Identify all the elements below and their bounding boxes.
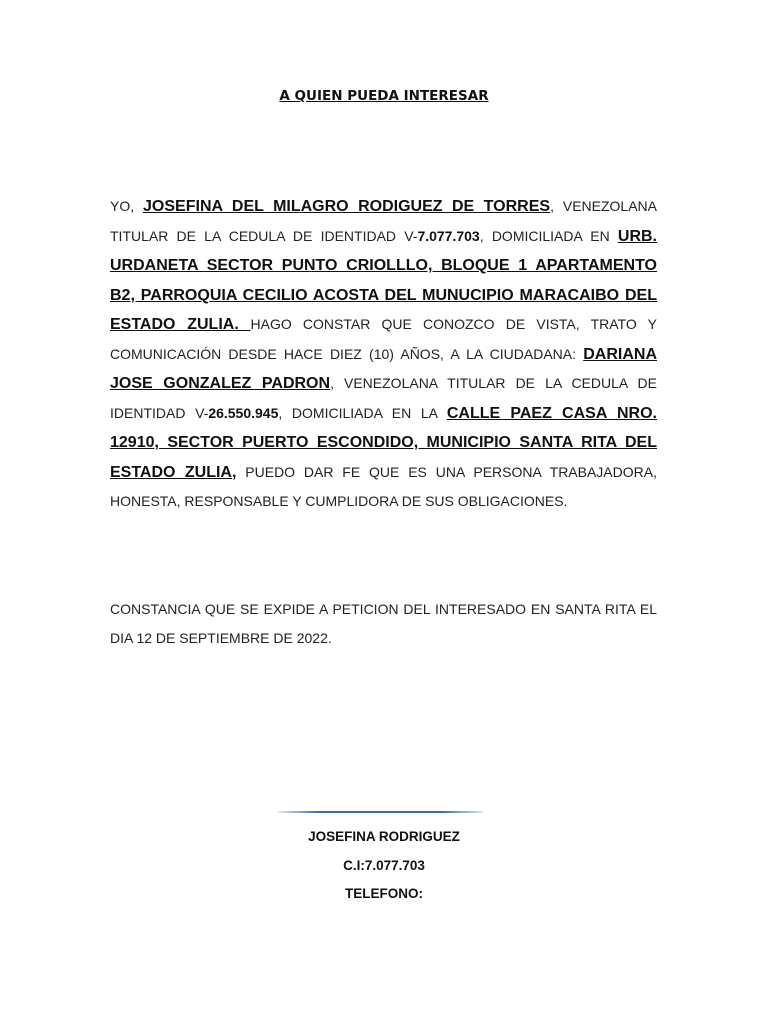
closing-paragraph: CONSTANCIA QUE SE EXPIDE A PETICION DEL INTERESADO EN SANTA RITA EL DIA 12 DE SEPTIEMBRE DE 2022.: [110, 601, 657, 646]
declarant-address: URB. URDANETA SECTOR PUNTO CRIOLLLO, BLOQUE 1 APARTAMENTO B2, PARROQUIA CECILIO ACOSTA DEL MUNUCIPIO MARACAIBO DEL ESTADO ZULIA.: [110, 227, 657, 333]
body-paragraph: [110, 192, 657, 517]
signature-block: [0, 823, 768, 909]
signer-phone: TELEFONO:: [345, 886, 423, 901]
signature-line: [278, 811, 483, 813]
signer-name: JOSEFINA RODRIGUEZ: [308, 829, 460, 844]
body-text-segment: HAGO CONSTAR QUE CONOZCO DE VISTA, TRATO Y COMUNICACIÓN DESDE HACE DIEZ (10) AÑOS, A LA CIUDADANA:: [110, 316, 657, 362]
document-title: A QUIEN PUEDA INTERESAR: [279, 88, 489, 104]
declarant-name: JOSEFINA DEL MILAGRO RODIGUEZ DE TORRES: [143, 198, 551, 215]
declarant-id-number: 7.077.703: [417, 227, 480, 244]
body-text-segment: YO,: [110, 198, 144, 214]
subject-name: DARIANA JOSE GONZALEZ PADRON: [110, 345, 657, 392]
body-text-segment: , VENEZOLANA TITULAR DE LA CEDULA DE IDENTIDAD V-: [110, 198, 657, 244]
body-text-segment: , VENEZOLANA TITULAR DE LA CEDULA DE IDENTIDAD V-: [110, 375, 658, 421]
body-text-segment: , DOMICILIADA EN LA: [278, 404, 447, 421]
subject-id-number: 26.550.945: [208, 404, 279, 421]
body-text-segment: PUEDO DAR FE QUE ES UNA PERSONA TRABAJADORA, HONESTA, RESPONSABLE Y CUMPLIDORA DE SUS OBLIGACIONES.: [110, 463, 657, 509]
signer-id: C.I:7.077.703: [343, 857, 425, 873]
body-text-segment: , DOMICILIADA EN: [479, 227, 618, 244]
subject-address: CALLE PAEZ CASA NRO. 12910, SECTOR PUERTO ESCONDIDO, MUNICIPIO SANTA RITA DEL ESTADO ZULIA,: [110, 404, 657, 481]
